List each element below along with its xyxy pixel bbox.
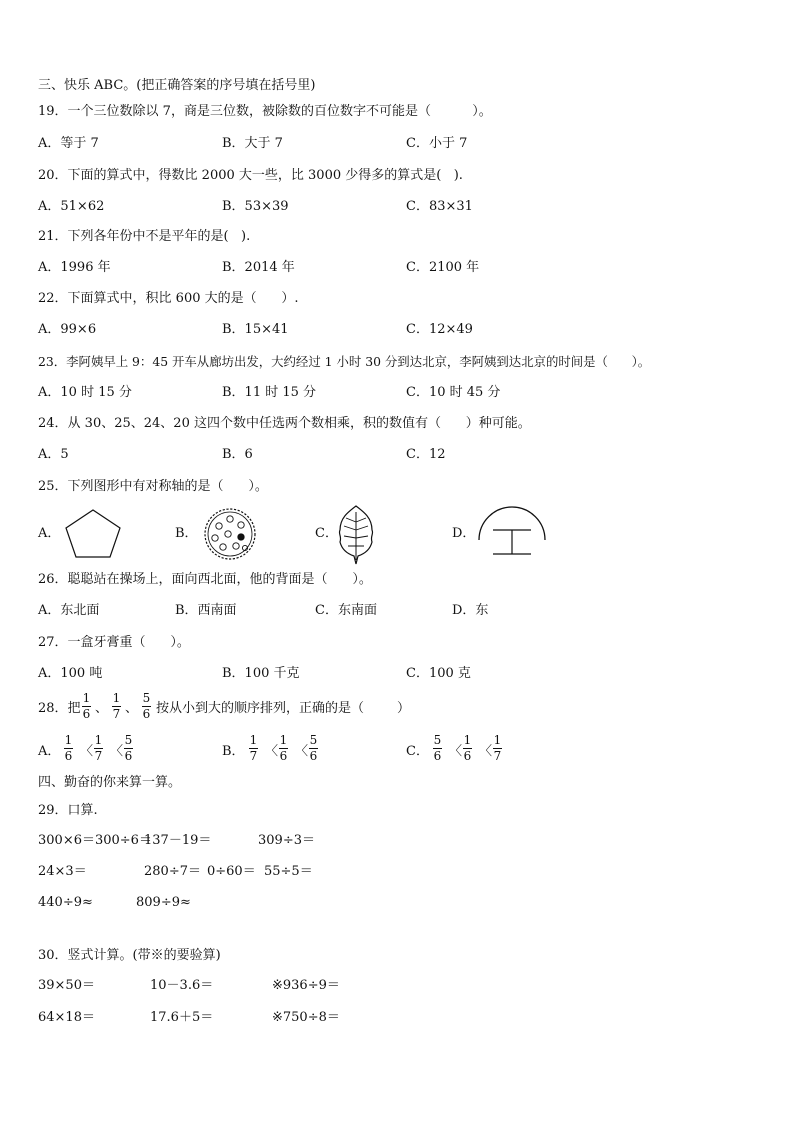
denominator: 6 [463, 749, 472, 763]
oral-calc-item: 280÷7＝ [144, 864, 201, 879]
q19-option-c: C．小于 7 [406, 136, 468, 151]
q26-option-c: C．东南面 [315, 603, 377, 618]
question-22-stem: 22．下面算式中，积比 600 大的是（ ）. [38, 291, 299, 306]
less-than-sign: 〈 [449, 744, 463, 759]
q28-fraction-2 [112, 692, 121, 721]
q27-option-c: C．100 克 [406, 666, 471, 681]
oral-calc-item: 300×6＝300÷6＝ [38, 833, 152, 848]
q20-option-b: B．53×39 [222, 199, 289, 214]
leaf-figure [334, 504, 378, 566]
q25-option-b: B． [175, 526, 198, 541]
question-28-suffix: 按从小到大的顺序排列，正确的是（ ） [156, 701, 411, 716]
vertical-calc-item: 39×50＝ [38, 978, 95, 993]
q25-option-a: A． [38, 526, 61, 541]
arch-figure [476, 504, 548, 560]
denominator: 7 [94, 749, 103, 763]
q28-b-frac-2 [279, 734, 288, 763]
q22-option-b: B．15×41 [222, 322, 289, 337]
q26-option-d: D．东 [452, 603, 489, 618]
oral-calc-item: 55÷5＝ [264, 864, 313, 879]
q22-option-a: A．99×6 [38, 322, 97, 337]
question-23-stem: 23．李阿姨早上 9：45 开车从廊坊出发，大约经过 1 小时 30 分到达北京，李阿姨到达北京的时间是（ ）。 [38, 354, 651, 369]
pentagon-figure [62, 507, 124, 559]
section-title: 四、勤奋的你来算一算。 [38, 775, 182, 790]
q28-c-frac-1 [433, 734, 442, 763]
question-19-stem: 19．一个三位数除以 7，商是三位数，被除数的百位数字不可能是（ ）。 [38, 104, 492, 119]
question-29-stem: 29．口算. [38, 803, 98, 818]
q28-a-frac-3 [124, 734, 133, 763]
q23-option-a: A．10 时 15 分 [38, 385, 132, 400]
q28-option-b: B． [222, 744, 245, 759]
question-21-stem: 21．下列各年份中不是平年的是( ). [38, 229, 251, 244]
denominator: 6 [309, 749, 318, 763]
numerator: 1 [64, 733, 73, 747]
q21-option-b: B．2014 年 [222, 260, 295, 275]
numerator: 5 [124, 733, 133, 747]
q28-option-a: A． [38, 744, 61, 759]
numerator: 1 [493, 733, 502, 747]
q26-option-b: B．西南面 [175, 603, 237, 618]
q22-option-c: C．12×49 [406, 322, 473, 337]
vertical-calc-item: 64×18＝ [38, 1010, 95, 1025]
denominator: 6 [279, 749, 288, 763]
question-27-stem: 27．一盒牙膏重（ ）。 [38, 635, 190, 650]
q24-option-b: B．6 [222, 447, 253, 462]
oral-calc-item: 137－19＝ [144, 833, 212, 848]
cookie-figure [201, 506, 259, 562]
less-than-sign: 〈 [110, 744, 124, 759]
oral-calc-item: 24×3＝ [38, 864, 87, 879]
q27-option-a: A．100 吨 [38, 666, 103, 681]
q28-a-frac-1 [64, 734, 73, 763]
denominator: 7 [249, 749, 258, 763]
section-title: 三、快乐 ABC。(把正确答案的序号填在括号里) [38, 78, 316, 93]
numerator: 5 [142, 691, 151, 705]
numerator: 1 [249, 733, 258, 747]
vertical-calc-item: ※936÷9＝ [272, 978, 340, 993]
q28-a-frac-2 [94, 734, 103, 763]
less-than-sign: 〈 [80, 744, 94, 759]
numerator: 1 [463, 733, 472, 747]
q28-c-frac-3 [493, 734, 502, 763]
numerator: 1 [279, 733, 288, 747]
denominator: 6 [142, 707, 151, 721]
numerator: 1 [82, 691, 91, 705]
q27-option-b: B．100 千克 [222, 666, 300, 681]
separator: 、 [95, 701, 109, 716]
oral-calc-item: 0÷60＝ [207, 864, 256, 879]
q28-fraction-3 [142, 692, 151, 721]
q21-option-c: C．2100 年 [406, 260, 480, 275]
less-than-sign: 〈 [479, 744, 493, 759]
denominator: 7 [112, 707, 121, 721]
denominator: 7 [493, 749, 502, 763]
numerator: 1 [112, 691, 121, 705]
q19-option-b: B．大于 7 [222, 136, 283, 151]
q19-option-a: A．等于 7 [38, 136, 99, 151]
q28-b-frac-1 [249, 734, 258, 763]
oral-calc-item: 809÷9≈ [136, 895, 191, 910]
q21-option-a: A．1996 年 [38, 260, 111, 275]
vertical-calc-item: 10－3.6＝ [150, 978, 214, 993]
numerator: 5 [433, 733, 442, 747]
question-25-stem: 25．下列图形中有对称轴的是（ ）。 [38, 479, 268, 494]
q25-option-d: D． [452, 526, 476, 541]
q28-b-frac-3 [309, 734, 318, 763]
question-30-stem: 30．竖式计算。(带※的要验算) [38, 948, 221, 963]
q26-option-a: A．东北面 [38, 603, 100, 618]
vertical-calc-item: 17.6＋5＝ [150, 1010, 214, 1025]
q20-option-c: C．83×31 [406, 199, 473, 214]
denominator: 6 [124, 749, 133, 763]
question-26-stem: 26．聪聪站在操场上，面向西北面，他的背面是（ ）。 [38, 572, 372, 587]
denominator: 6 [82, 707, 91, 721]
separator: 、 [125, 701, 139, 716]
vertical-calc-item: ※750÷8＝ [272, 1010, 340, 1025]
numerator: 5 [309, 733, 318, 747]
q28-fraction-1 [82, 692, 91, 721]
question-20-stem: 20．下面的算式中，得数比 2000 大一些，比 3000 少得多的算式是( ). [38, 168, 463, 183]
question-28-prefix: 28．把 [38, 701, 81, 716]
q24-option-c: C．12 [406, 447, 446, 462]
oral-calc-item: 309÷3＝ [258, 833, 315, 848]
q28-option-c: C． [406, 744, 429, 759]
q24-option-a: A．5 [38, 447, 69, 462]
q23-option-c: C．10 时 45 分 [406, 385, 501, 400]
oral-calc-item: 440÷9≈ [38, 895, 93, 910]
q25-option-c: C． [315, 526, 338, 541]
q20-option-a: A．51×62 [38, 199, 105, 214]
question-24-stem: 24．从 30、25、24、20 这四个数中任选两个数相乘，积的数值有（ ）种可能。 [38, 416, 531, 431]
q23-option-b: B．11 时 15 分 [222, 385, 317, 400]
denominator: 6 [64, 749, 73, 763]
q28-c-frac-2 [463, 734, 472, 763]
less-than-sign: 〈 [265, 744, 279, 759]
numerator: 1 [94, 733, 103, 747]
less-than-sign: 〈 [295, 744, 309, 759]
denominator: 6 [433, 749, 442, 763]
